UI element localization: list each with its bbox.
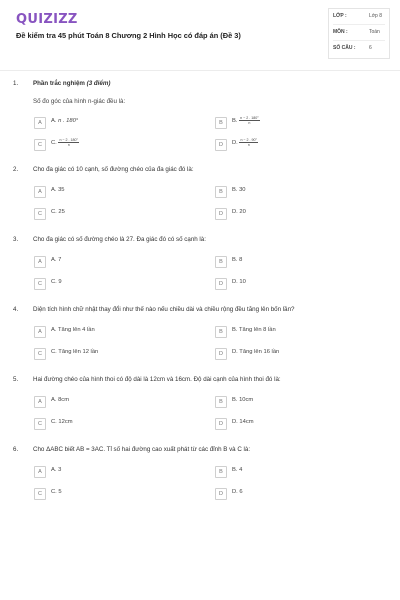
option-prefix: D. (232, 140, 238, 147)
fraction-denominator: n (247, 143, 250, 147)
question-text: Cho đa giác có số đường chéo là 27. Đa giác đó có số cạnh là: (33, 236, 206, 243)
option-letter: B (215, 466, 227, 478)
meta-label: LỚP : (333, 13, 347, 19)
option-text: D. 20 (232, 209, 246, 215)
question-number: 5. (13, 376, 19, 383)
meta-label: MÔN : (333, 29, 348, 35)
option-text: C. 5 (51, 489, 62, 495)
option-text: C. 12cm (51, 419, 73, 425)
option-letter: C (34, 418, 46, 430)
option-text: A. 8cm (51, 397, 70, 403)
option-letter: C (34, 208, 46, 220)
fraction-numerator: n − 2 . 180° (59, 138, 78, 142)
option-text: B. 4 (232, 467, 243, 473)
option-text (232, 116, 260, 125)
meta-row-count (333, 41, 385, 56)
option-letter: A (34, 396, 46, 408)
question-number: 2. (13, 166, 19, 173)
option-text: C. Tăng lên 12 lần (51, 349, 99, 355)
option-letter: A (34, 117, 46, 129)
question-number: 6. (13, 446, 19, 453)
option-text (51, 138, 79, 147)
question-text: Cho ΔABC biết AB = 3AC. Tỉ số hai đường cao xuất phát từ các đỉnh B và C là: (33, 446, 251, 453)
option-text (51, 118, 78, 124)
fraction-denominator: n (248, 121, 251, 125)
option-text: A. 35 (51, 187, 65, 193)
fraction-denominator: n (67, 143, 70, 147)
option-letter: A (34, 326, 46, 338)
option-fraction (239, 138, 258, 147)
question-number: 3. (13, 236, 19, 243)
meta-value: Toán (369, 29, 380, 35)
option-text: A. 7 (51, 257, 62, 263)
option-fraction (58, 138, 79, 147)
option-letter: B (215, 396, 227, 408)
option-letter: D (215, 488, 227, 500)
question-number: 4. (13, 306, 19, 313)
quizizz-logo: QUIZIZZ (16, 12, 78, 27)
question-text: Diện tích hình chữ nhật thay đổi như thế nào nếu chiều dài và chiều rộng đều tăng lên bốn lần? (33, 306, 295, 313)
option-letter: D (215, 139, 227, 151)
option-letter: A (34, 466, 46, 478)
option-text: A. 3 (51, 467, 62, 473)
option-letter: D (215, 418, 227, 430)
option-letter: B (215, 117, 227, 129)
option-letter: A (34, 256, 46, 268)
question-text: Cho đa giác có 10 cạnh, số đường chéo của đa giác đó là: (33, 166, 194, 173)
page-title: Đề kiểm tra 45 phút Toán 8 Chương 2 Hình Học có đáp án (Đề 3) (16, 31, 241, 40)
meta-value: 6 (369, 45, 372, 51)
section-title-text: Phần trắc nghiệm (33, 80, 85, 87)
option-letter: B (215, 256, 227, 268)
option-letter: B (215, 186, 227, 198)
meta-label: SỐ CÂU : (333, 45, 356, 51)
option-text: D. Tăng lên 16 lần (232, 349, 280, 355)
option-text: B. Tăng lên 8 lần (232, 327, 276, 333)
question-number: 1. (13, 80, 19, 87)
option-letter: C (34, 488, 46, 500)
page-header (0, 0, 400, 70)
option-text: D. 6 (232, 489, 243, 495)
option-letter: B (215, 326, 227, 338)
question-text: Số đo góc của hình n-giác đều là: (33, 98, 126, 105)
option-prefix: B. (232, 118, 238, 125)
option-letter: C (34, 278, 46, 290)
option-letter: C (34, 139, 46, 151)
fraction-numerator: n − 2 . 90° (240, 138, 257, 142)
option-text: B. 10cm (232, 397, 254, 403)
section-title (33, 80, 110, 87)
option-prefix: A. (51, 118, 57, 124)
option-letter: C (34, 348, 46, 360)
meta-row-class (333, 9, 385, 25)
option-prefix: C. (51, 140, 57, 147)
option-text: B. 30 (232, 187, 246, 193)
option-letter: A (34, 186, 46, 198)
option-letter: D (215, 278, 227, 290)
header-divider (0, 70, 400, 71)
section-points: (3 điểm) (86, 80, 111, 87)
option-text: D. 14cm (232, 419, 254, 425)
option-text: D. 10 (232, 279, 246, 285)
option-letter: D (215, 208, 227, 220)
meta-row-subject (333, 25, 385, 41)
option-text: C. 25 (51, 209, 65, 215)
option-text: C. 9 (51, 279, 62, 285)
option-fraction (239, 116, 260, 125)
option-letter: D (215, 348, 227, 360)
option-text: A. Tăng lên 4 lần (51, 327, 95, 333)
option-text: B. 8 (232, 257, 243, 263)
fraction-numerator: n − 2 . 180° (240, 116, 259, 120)
option-math: n . 180° (58, 118, 79, 124)
question-text: Hai đường chéo của hình thoi có độ dài là 12cm và 16cm. Độ dài cạnh của hình thoi đó là: (33, 376, 281, 383)
meta-value: Lớp 8 (369, 13, 383, 19)
option-text (232, 138, 258, 147)
meta-box (328, 8, 390, 59)
